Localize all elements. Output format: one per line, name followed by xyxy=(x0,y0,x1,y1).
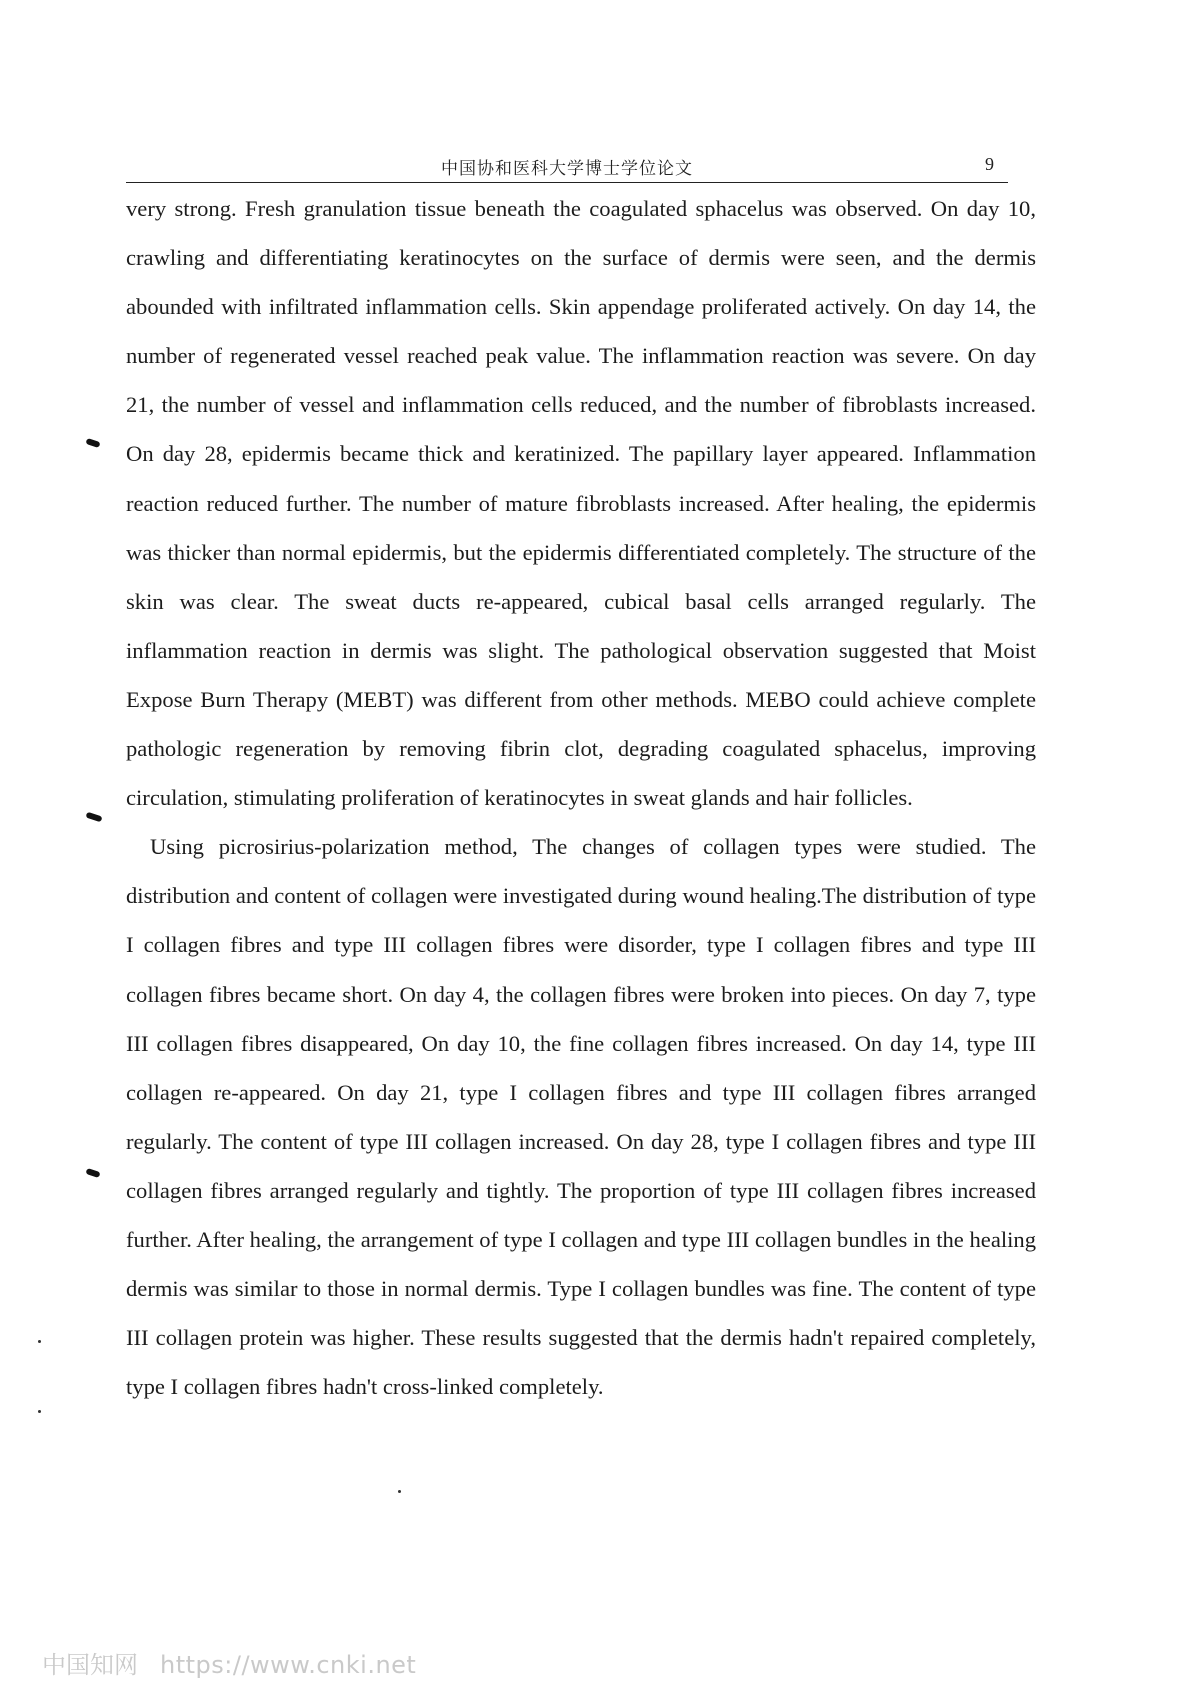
header-title: 中国协和医科大学博士学位论文 xyxy=(441,159,693,179)
scan-speck xyxy=(398,1490,401,1493)
page-number: 9 xyxy=(985,154,994,174)
watermark-brand: 中国知网 xyxy=(42,1651,138,1679)
scan-mark xyxy=(85,438,100,448)
cnki-watermark xyxy=(42,1645,416,1680)
watermark-url: https://www.cnki.net xyxy=(160,1651,417,1679)
scan-speck xyxy=(38,1410,41,1413)
body-text xyxy=(126,184,1036,1411)
scan-mark xyxy=(85,812,102,823)
scan-mark xyxy=(85,1168,100,1178)
scan-speck xyxy=(38,1340,41,1343)
paragraph-pathology: very strong. Fresh granulation tissue beneath the coagulated sphacelus was observed. On day 10, crawling and differentiating keratinocytes on the surface of dermis were seen, and the dermis abounded with infiltrated inflammation cells. Skin appendage proliferated actively. On day 14, the number of regenerated vessel reached peak value. The inflammation reaction was severe. On day 21, the number of vessel and inflammation cells reduced, and the number of fibroblasts increased. On day 28, epidermis became thick and keratinized. The papillary layer appeared. Inflammation reaction reduced further. The number of mature fibroblasts increased. After healing, the epidermis was thicker than normal epidermis, but the epidermis differentiated completely. The structure of the skin was clear. The sweat ducts re-appeared, cubical basal cells arranged regularly. The inflammation reaction in dermis was slight. The pathological observation suggested that Moist Expose Burn Therapy (MEBT) was different from other methods. MEBO could achieve complete pathologic regeneration by removing fibrin clot, degrading coagulated sphacelus, improving circulation, stimulating proliferation of keratinocytes in sweat glands and hair follicles. xyxy=(126,196,1036,811)
running-header xyxy=(126,152,1008,183)
paragraph-collagen: Using picrosirius-polarization method, The changes of collagen types were studied. The distribution and content of collagen were investigated during wound healing.The distribution of type I collagen fibres and type III collagen fibres were disorder, type I collagen fibres and type III collagen fibres became short. On day 4, the collagen fibres were broken into pieces. On day 7, type III collagen fibres disappeared, On day 10, the fine collagen fibres increased. On day 14, type III collagen re-appeared. On day 21, type I collagen fibres and type III collagen fibres arranged regularly. The content of type III collagen increased. On day 28, type I collagen fibres and type III collagen fibres arranged regularly and tightly. The proportion of type III collagen fibres increased further. After healing, the arrangement of type I collagen and type III collagen bundles in the healing dermis was similar to those in normal dermis. Type I collagen bundles was fine. The content of type III collagen protein was higher. These results suggested that the dermis hadn't repaired completely, type I collagen fibres hadn't cross-linked completely. xyxy=(126,834,1036,1400)
